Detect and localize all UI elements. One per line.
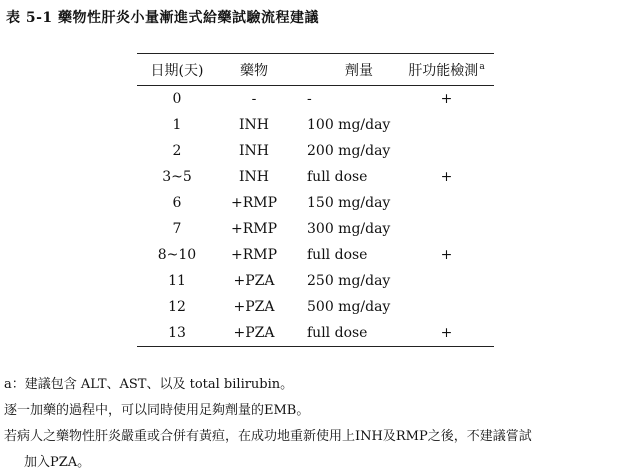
table-row [137, 86, 494, 112]
cell-drug: INH [239, 143, 269, 159]
cell-drug: +PZA [233, 273, 275, 289]
table-header-row [137, 54, 494, 85]
cell-drug: +PZA [233, 299, 275, 315]
header-footnote-mark: a [479, 61, 485, 72]
cell-day: 13 [168, 325, 186, 341]
cell-drug: +RMP [230, 195, 278, 211]
table-row [137, 112, 494, 138]
header-drug: 藥物 [240, 62, 268, 79]
table-row [137, 216, 494, 242]
footnotes [4, 372, 532, 476]
header-liver-test [399, 60, 494, 80]
cell-dose: full dose [307, 325, 368, 341]
cell-day: 0 [172, 91, 182, 107]
cell-liver-test: + [440, 247, 453, 263]
footnote-pza: 若病人之藥物性肝炎嚴重或合併有黃疸，在成功地重新使用上INH及RMP之後，不建議嘗試 [4, 429, 532, 444]
table-row [137, 268, 494, 294]
header-day: 日期(天) [150, 62, 204, 79]
footnote-a: a：建議包含 ALT、AST、以及 total bilirubin。 [4, 377, 294, 392]
cell-drug: - [251, 91, 257, 107]
header-liver-test-label: 肝功能檢測 [408, 62, 479, 79]
footnote-emb: 逐一加藥的過程中，可以同時使用足夠劑量的EMB。 [4, 403, 310, 418]
cell-drug: +PZA [233, 325, 275, 341]
table-row [137, 164, 494, 190]
table-title: 表 5-1 藥物性肝炎小量漸進式給藥試驗流程建議 [6, 10, 320, 26]
table-row [137, 320, 494, 346]
cell-dose: 300 mg/day [307, 221, 391, 237]
cell-drug: INH [239, 117, 269, 133]
cell-drug: INH [239, 169, 269, 185]
footnote-pza-cont: 加入PZA。 [24, 455, 91, 470]
cell-dose: 250 mg/day [307, 273, 391, 289]
table-row [137, 242, 494, 268]
cell-day: 12 [168, 299, 186, 315]
cell-day: 8~10 [157, 247, 197, 263]
table-body [137, 86, 494, 346]
cell-liver-test: + [440, 91, 453, 107]
cell-day: 2 [172, 143, 182, 159]
table-bottom-rule [137, 346, 494, 347]
cell-dose: 500 mg/day [307, 299, 391, 315]
cell-day: 7 [172, 221, 182, 237]
header-dose: 劑量 [345, 62, 373, 79]
cell-dose: full dose [307, 169, 368, 185]
cell-dose: 150 mg/day [307, 195, 391, 211]
cell-day: 3~5 [162, 169, 192, 185]
cell-day: 11 [168, 273, 186, 289]
regimen-table [137, 53, 494, 347]
table-row [137, 190, 494, 216]
cell-liver-test: + [440, 169, 453, 185]
cell-liver-test: + [440, 325, 453, 341]
cell-dose: full dose [307, 247, 368, 263]
cell-dose: 100 mg/day [307, 117, 391, 133]
cell-day: 6 [172, 195, 182, 211]
cell-day: 1 [172, 117, 182, 133]
table-row [137, 294, 494, 320]
table-row [137, 138, 494, 164]
cell-drug: +RMP [230, 221, 278, 237]
cell-dose: 200 mg/day [307, 143, 391, 159]
cell-drug: +RMP [230, 247, 278, 263]
cell-dose: - [307, 91, 312, 107]
